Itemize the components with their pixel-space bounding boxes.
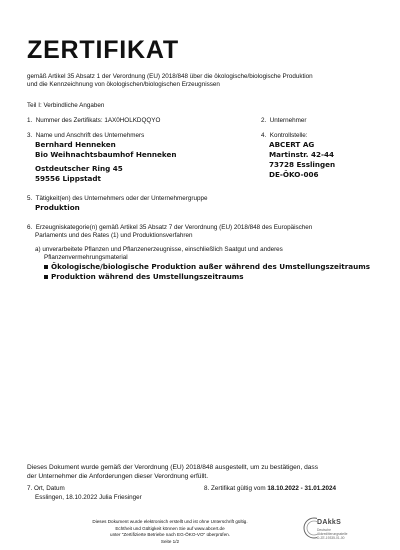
control-body-label: Kontrollstelle: <box>269 132 308 139</box>
field-2-number: 2. <box>261 117 267 124</box>
field-5-label <box>27 195 208 203</box>
field-6-number: 6. <box>27 224 33 231</box>
footer-line-2: Echtheit und Gültigkeit können Sie auf www.abcert.de <box>115 525 225 531</box>
page-number: Seite 1/2 <box>160 538 180 544</box>
production-method-1 <box>44 262 370 272</box>
subtitle-line-1: gemäß Artikel 35 Absatz 1 der Verordnung (EU) 2018/848 über die ökologische/biologische Produktion <box>27 73 313 80</box>
bullet-square-icon <box>44 265 48 269</box>
field-5-number: 5. <box>27 195 33 202</box>
dakks-text-3: D-ZE-19335-01-00 <box>317 536 345 540</box>
place-date-label: 7. Ort, Datum <box>27 485 65 492</box>
bullet-square-icon <box>44 275 48 279</box>
validity-label: 8. Zertifikat gültig vom <box>204 485 266 492</box>
product-category-label-line-1: Erzeugniskategorie(n) gemäß Artikel 35 Absatz 7 der Verordnung (EU) 2018/848 des Europäischen <box>35 224 313 231</box>
field-1 <box>27 117 160 125</box>
control-body <box>269 140 335 180</box>
operator-business: Bio Weihnachtsbaumhof Henneken <box>35 150 177 159</box>
category-a-line-1: a) unverarbeitete Pflanzen und Pflanzenerzeugnisse, einschließlich Saatgut und anderes <box>35 246 283 253</box>
category-a-line-2: Pflanzenvermehrungsmaterial <box>44 254 128 261</box>
operator-city: 59556 Lippstadt <box>35 174 101 183</box>
production-method-2 <box>44 272 244 282</box>
operator-address <box>35 140 176 184</box>
production-method-1-text: Ökologische/biologische Produktion außer während des Umstellungszeitraums <box>51 262 371 271</box>
field-3-label <box>27 132 144 140</box>
dakks-name: DAkkS <box>317 519 342 526</box>
dakks-text-1: Deutsche <box>317 528 331 532</box>
control-body-city: 73728 Esslingen <box>269 160 336 169</box>
certificate-number-label: Nummer des Zertifikats: <box>35 117 103 124</box>
activity-value: Produktion <box>35 203 80 212</box>
operator-label: Unternehmer <box>269 117 307 124</box>
field-4-label <box>261 132 308 140</box>
dakks-logo <box>303 513 363 543</box>
activity-label: Tätigkeit(en) des Unternehmers oder der Unternehmergruppe <box>35 195 208 202</box>
footer-note <box>80 519 260 545</box>
validity <box>204 485 336 493</box>
footer-line-1: Dieses Dokument wurde elektronisch erstellt und ist ohne Unterschrift gültig. <box>92 519 248 524</box>
part-one-heading: Teil I: Verbindliche Angaben <box>27 102 105 109</box>
control-body-name: ABCERT AG <box>269 140 315 149</box>
product-category-label-line-2: Parlaments und des Rates (1) und Produktionsverfahren <box>35 232 193 239</box>
dakks-emblem-icon <box>303 517 317 539</box>
operator-name-address-label: Name und Anschrift des Unternehmers <box>35 132 145 139</box>
operator-name: Bernhard Henneken <box>35 140 116 149</box>
validity-value: 18.10.2022 - 31.01.2024 <box>267 485 336 492</box>
field-3-number: 3. <box>27 132 33 139</box>
operator-street: Ostdeutscher Ring 45 <box>35 164 123 173</box>
statement-line-1: Dieses Dokument wurde gemäß der Verordnung (EU) 2018/848 ausgestellt, um zu bestätigen, dass <box>27 464 319 471</box>
statement-line-2: der Unternehmer die Anforderungen dieser Verordnung erfüllt. <box>27 473 209 480</box>
field-2 <box>261 117 307 125</box>
production-method-2-text: Produktion während des Umstellungszeitraums <box>51 272 244 281</box>
control-body-code: DE-ÖKO-006 <box>269 170 319 179</box>
certificate-number-value: 1AX0HOLKDQQYO <box>104 117 161 124</box>
dakks-text <box>317 528 347 540</box>
field-1-number: 1. <box>27 117 33 124</box>
dakks-text-2: Akkreditierungsstelle <box>317 532 348 536</box>
control-body-street: Martinstr. 42-44 <box>269 150 335 159</box>
footer-line-3: unter "Zertifizierte Betriebe nach EG-ÖKO-VO" überprüfen. <box>110 532 230 537</box>
place-date-value: Esslingen, 18.10.2022 Julia Friesinger <box>35 494 142 501</box>
document-title: ZERTIFIKAT <box>27 36 179 64</box>
field-6-label <box>27 224 312 232</box>
subtitle-line-2: und die Kennzeichnung von ökologischen/biologischen Erzeugnissen <box>27 81 220 88</box>
field-4-number: 4. <box>261 132 267 139</box>
